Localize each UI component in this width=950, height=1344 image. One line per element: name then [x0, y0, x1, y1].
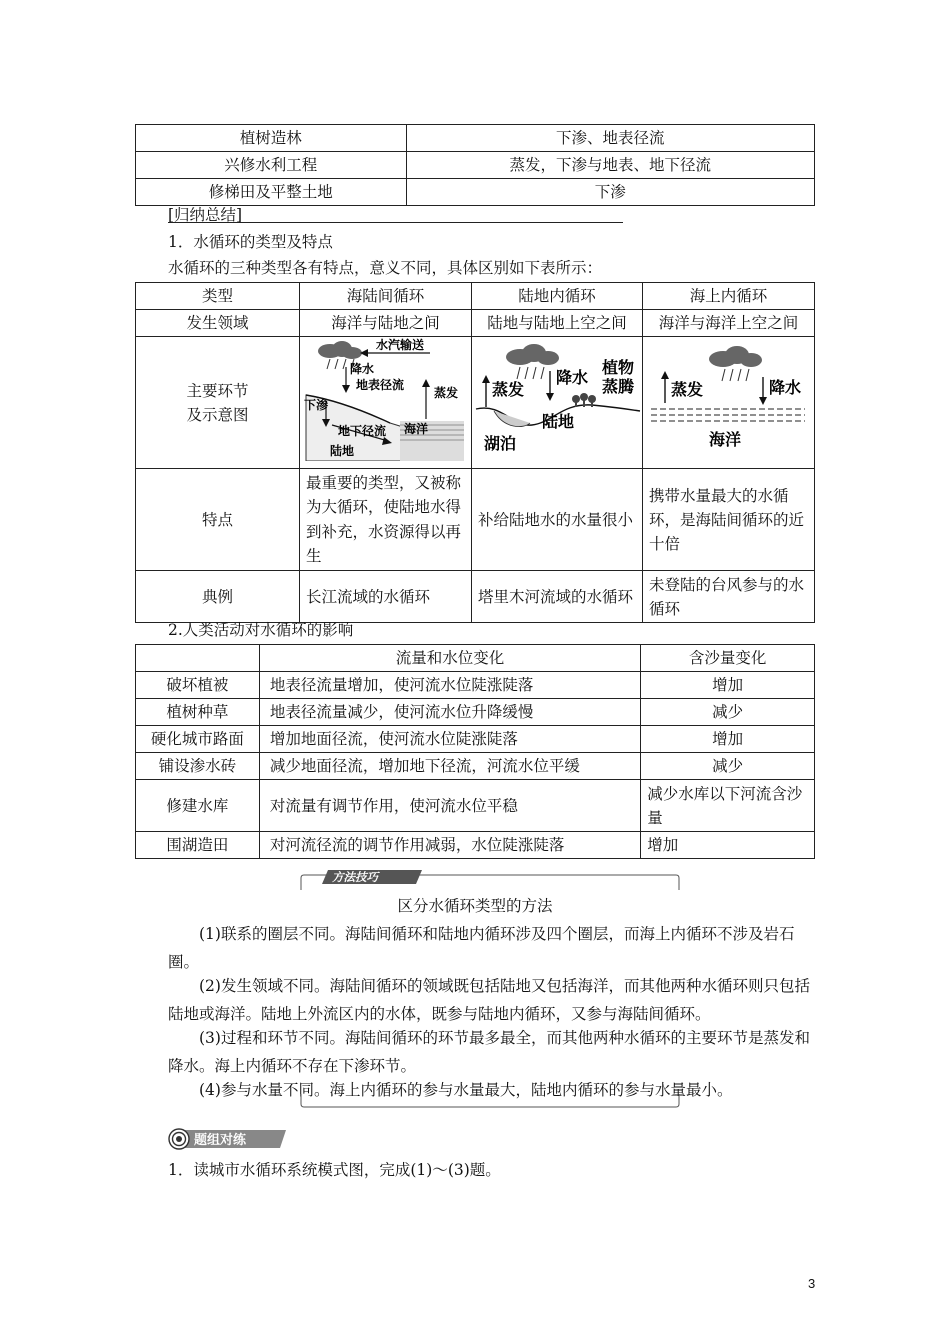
section1-intro: 水循环的三种类型各有特点，意义不同，具体区别如下表所示：	[168, 259, 603, 277]
table-cell: 减少地面径流，增加地下径流，河流水位平缓	[259, 753, 640, 780]
table-cell: 最重要的类型，又被称为大循环，使陆地水得到补充，水资源得以再生	[300, 469, 472, 571]
table-cell: 减少水库以下河流含沙量	[641, 780, 815, 832]
table-row	[136, 152, 815, 179]
row-label: 特点	[136, 469, 300, 571]
row-label-line: 主要环节	[186, 381, 249, 400]
arrow-head-icon	[661, 371, 669, 379]
label-precip: 降水	[555, 368, 588, 387]
label-land: 陆地	[330, 444, 355, 458]
label-land: 陆地	[541, 412, 574, 431]
row-label: 破坏植被	[136, 672, 260, 699]
table-row	[136, 337, 815, 469]
row-label-line: 及示意图	[186, 405, 249, 424]
row-label: 铺设渗水砖	[136, 753, 260, 780]
table-cell: 陆地与陆地上空之间	[471, 310, 642, 337]
table-cell: 海洋与海洋上空之间	[642, 310, 814, 337]
table-cell: 增加地面径流，使河流水位陡涨陡落	[259, 726, 640, 753]
method-point: (2)发生领域不同。海陆间循环的领域既包括陆地又包括海洋，而其他两种水循环则只包括陆地或海洋。陆地上外流区内的水体，既参与陆地内循环，又参与海陆间循环。	[168, 977, 810, 1023]
exercise-banner-label: 题组对练	[194, 1133, 247, 1148]
ocean-waves	[651, 409, 805, 421]
inland-cycle-diagram	[472, 337, 642, 461]
summary-divider	[168, 222, 623, 223]
table-row	[136, 179, 815, 206]
label-infiltration: 下渗	[304, 398, 329, 412]
arrow-head-icon	[482, 375, 490, 383]
table-row	[136, 672, 815, 699]
row-label: 修建水库	[136, 780, 260, 832]
row-label	[136, 337, 300, 469]
sea-land-cycle-diagram	[300, 337, 470, 461]
table-cell: 海洋与陆地之间	[300, 310, 472, 337]
exercise-banner	[168, 1128, 288, 1150]
table-cell: 补给陆地水的水量很小	[471, 469, 642, 571]
table-row	[136, 571, 815, 623]
cloud-icon	[318, 341, 362, 359]
label-plant: 植物	[601, 358, 634, 377]
table-row	[136, 832, 815, 859]
table-cell: 下渗、地表径流	[406, 125, 814, 152]
column-header: 流量和水位变化	[259, 645, 640, 672]
section2-heading: 2.人类活动对水循环的影响	[168, 621, 354, 639]
table-row	[136, 726, 815, 753]
label-evap: 蒸发	[434, 386, 459, 400]
column-header: 海陆间循环	[300, 283, 472, 310]
arrow-head-icon	[546, 393, 554, 401]
method-banner	[300, 870, 680, 890]
rain-icon	[517, 367, 544, 379]
human-activity-table	[135, 644, 815, 859]
method-banner-label: 方法技巧	[332, 870, 378, 884]
top-table	[135, 124, 815, 206]
arrow-head-icon	[360, 349, 368, 357]
table-cell: 增加	[641, 832, 815, 859]
row-label: 典例	[136, 571, 300, 623]
method-point: (1)联系的圈层不同。海陆间循环和陆地内循环涉及四个圈层，而海上内循环不涉及岩石圈。	[168, 925, 795, 971]
table-header-row	[136, 645, 815, 672]
cloud-icon	[506, 344, 559, 365]
row-label: 围湖造田	[136, 832, 260, 859]
label-evap: 蒸发	[491, 380, 524, 399]
table-cell: 塔里木河流域的水循环	[471, 571, 642, 623]
row-label: 硬化城市路面	[136, 726, 260, 753]
table-header-row	[136, 283, 815, 310]
label-surface-runoff: 地表径流	[356, 378, 405, 392]
table-cell: 对流量有调节作用，使河流水位平稳	[259, 780, 640, 832]
target-icon	[169, 1129, 189, 1149]
tree-icon	[572, 393, 596, 407]
label-precip: 降水	[769, 378, 802, 397]
section1-heading: 1．水循环的类型及特点	[168, 233, 333, 251]
label-evap: 蒸发	[671, 380, 704, 399]
label-vapor: 水汽输送	[376, 338, 425, 352]
label-ocean: 海洋	[709, 430, 742, 449]
ocean-diagram-cell	[642, 337, 814, 469]
table-cell: 蒸发，下渗与地表、地下径流	[406, 152, 814, 179]
lake-shape	[494, 411, 530, 427]
column-header: 含沙量变化	[641, 645, 815, 672]
label-underground: 地下径流	[338, 424, 387, 438]
water-cycle-table	[135, 282, 815, 623]
ocean-cycle-diagram	[643, 337, 813, 461]
label-lake: 湖泊	[483, 434, 516, 453]
table-row	[136, 699, 815, 726]
table-row	[136, 125, 815, 152]
table-cell: 兴修水利工程	[136, 152, 407, 179]
table-row	[136, 310, 815, 337]
table-row	[136, 753, 815, 780]
column-header	[136, 645, 260, 672]
row-label: 植树种草	[136, 699, 260, 726]
table-cell: 修梯田及平整土地	[136, 179, 407, 206]
method-point: (3)过程和环节不同。海陆间循环的环节最多最全，而其他两种水循环的主要环节是蒸发和降水。海上内循环不存在下渗环节。	[168, 1029, 810, 1075]
table-cell: 地表径流量减少，使河流水位升降缓慢	[259, 699, 640, 726]
table-row	[136, 780, 815, 832]
inland-diagram-cell	[471, 337, 642, 469]
cloud-icon	[709, 346, 762, 367]
summary-label: [归纳总结]	[168, 206, 243, 224]
table-cell: 地表径流量增加，使河流水位陡涨陡落	[259, 672, 640, 699]
table-cell: 长江流域的水循环	[300, 571, 472, 623]
table-cell: 减少	[641, 699, 815, 726]
label-transpiration: 蒸腾	[601, 377, 634, 396]
method-box-bottom	[300, 1092, 680, 1112]
table-cell: 减少	[641, 753, 815, 780]
table-cell: 下渗	[406, 179, 814, 206]
page-number: 3	[808, 1276, 816, 1291]
label-precip: 降水	[350, 362, 375, 376]
arrow-head-icon	[422, 379, 430, 387]
row-label: 发生领域	[136, 310, 300, 337]
table-cell: 增加	[641, 672, 815, 699]
method-title: 区分水循环类型的方法	[397, 897, 553, 915]
arrow-head-icon	[759, 397, 767, 405]
table-cell: 携带水量最大的水循环，是海陆间循环的近十倍	[642, 469, 814, 571]
table-cell: 植树造林	[136, 125, 407, 152]
table-cell: 增加	[641, 726, 815, 753]
table-cell: 对河流径流的调节作用减弱，水位陡涨陡落	[259, 832, 640, 859]
label-ocean: 海洋	[404, 422, 429, 436]
rain-icon	[722, 369, 749, 381]
table-cell: 未登陆的台风参与的水循环	[642, 571, 814, 623]
arrow-head-icon	[342, 385, 350, 393]
exercise-question: 1．读城市水循环系统模式图，完成(1)～(3)题。	[168, 1161, 501, 1179]
column-header: 类型	[136, 283, 300, 310]
column-header: 海上内循环	[642, 283, 814, 310]
method-point: (4)参与水量不同。海上内循环的参与水量最大，陆地内循环的参与水量最小。	[199, 1081, 733, 1099]
column-header: 陆地内循环	[471, 283, 642, 310]
table-row	[136, 469, 815, 571]
sea-land-diagram-cell	[300, 337, 472, 469]
